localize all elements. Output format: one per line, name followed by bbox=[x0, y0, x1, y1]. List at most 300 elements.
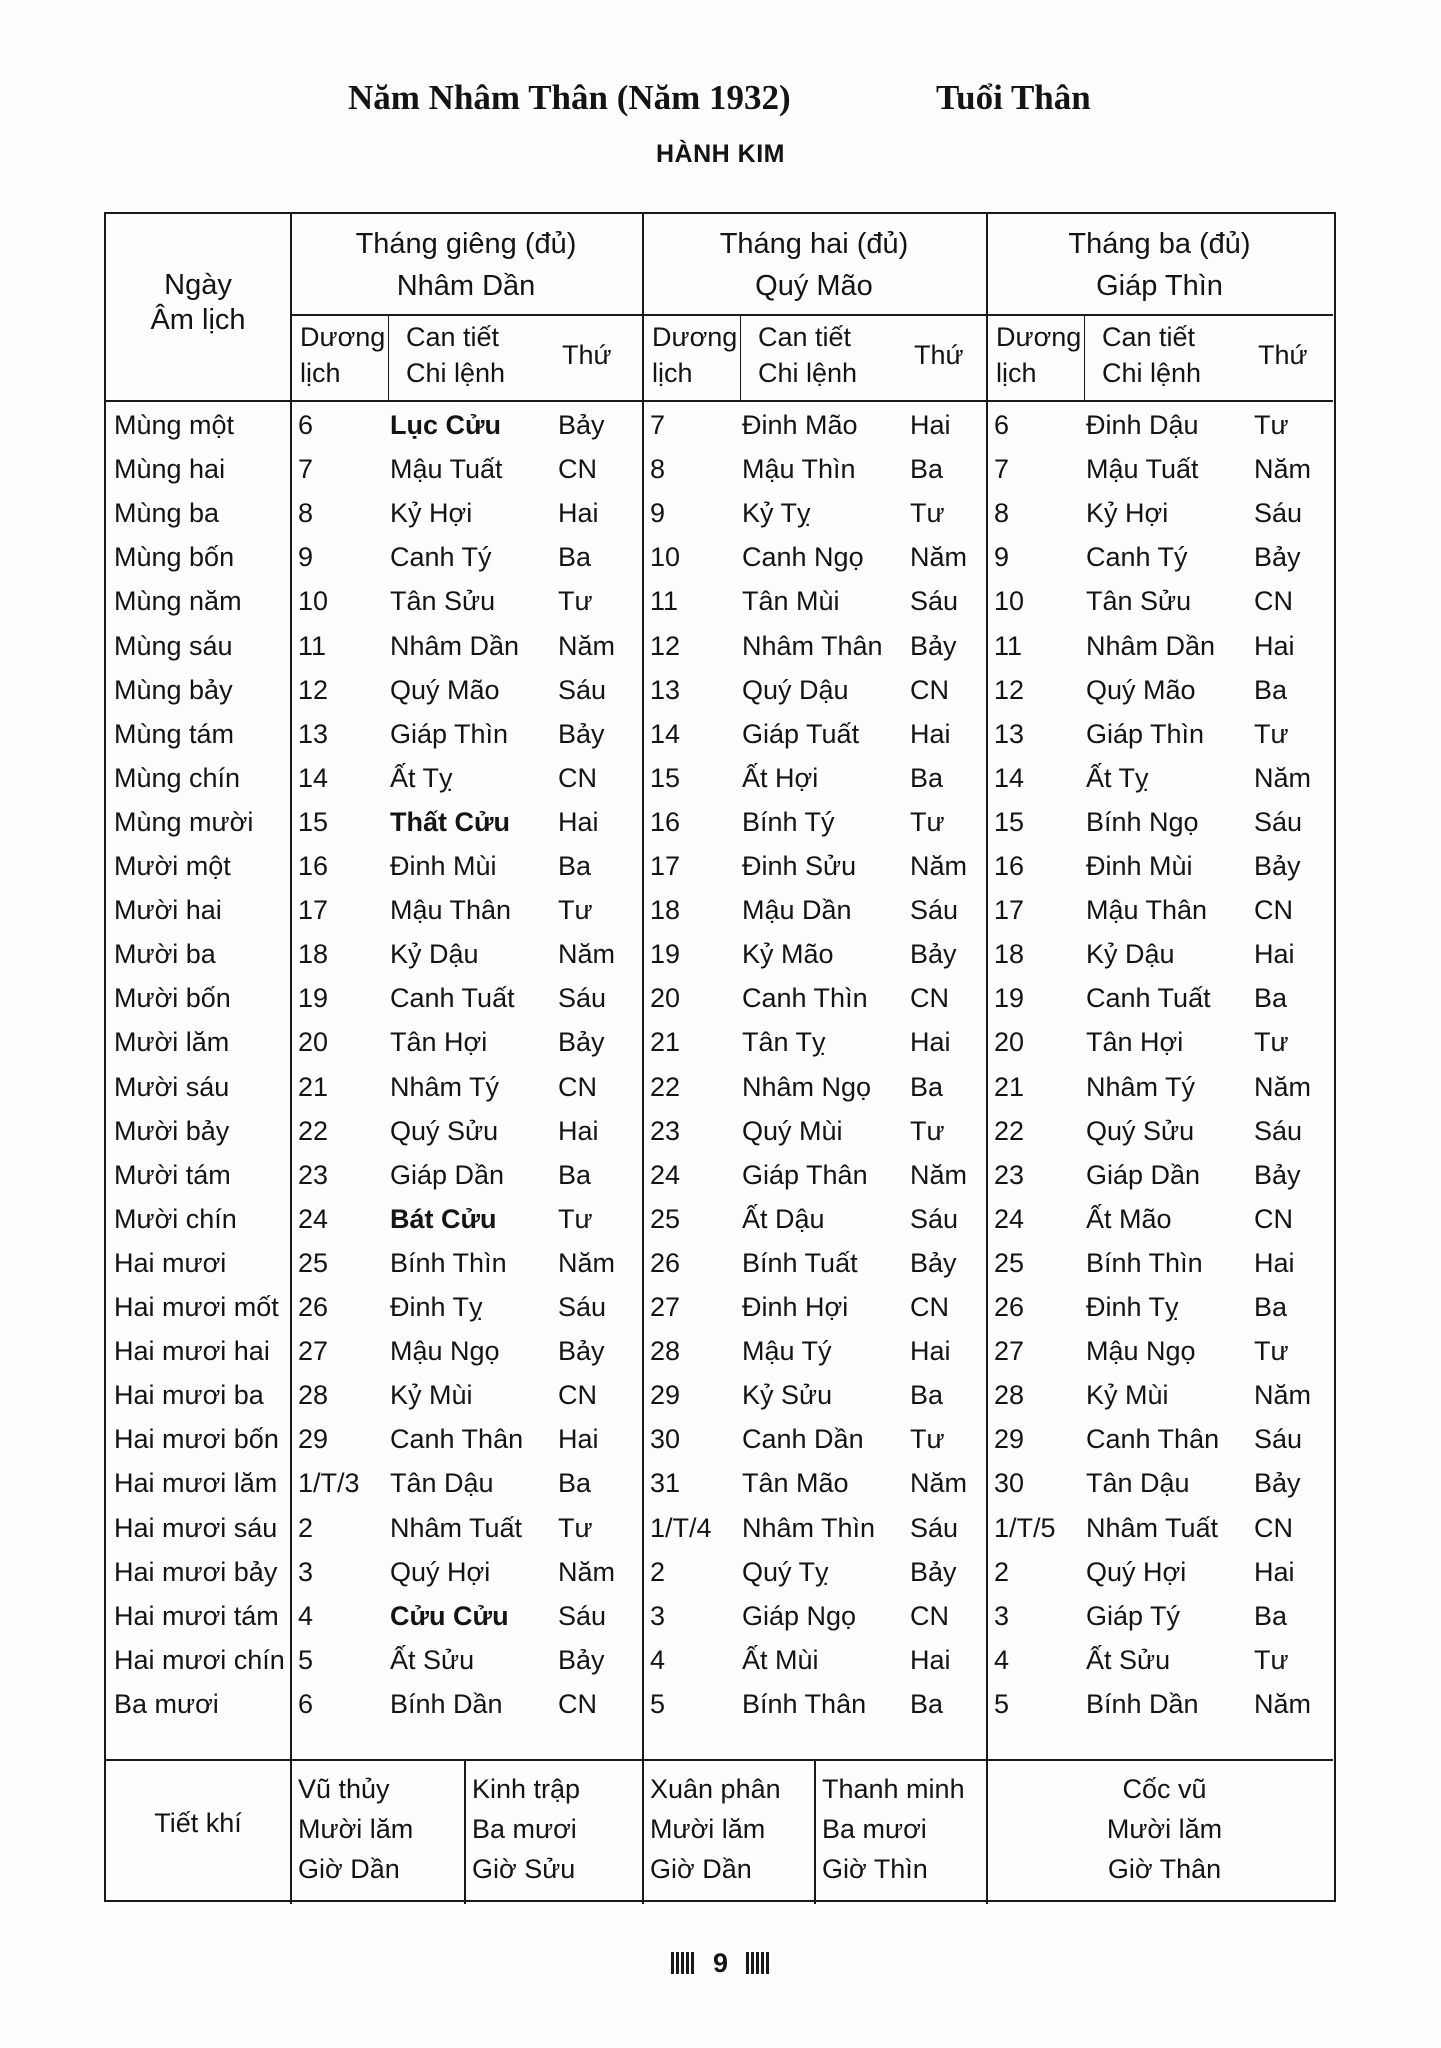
row-duong-lich: 15 bbox=[994, 806, 1025, 837]
row-duong-lich: 9 bbox=[650, 498, 666, 529]
row-can-chi: Nhâm Thân bbox=[742, 630, 883, 661]
row-can-chi: Kỷ Mão bbox=[742, 939, 834, 970]
tiet-khi-divider bbox=[642, 1759, 644, 1904]
row-duong-lich: 6 bbox=[994, 410, 1010, 440]
row-thu: Năm bbox=[910, 1468, 968, 1499]
row-can-chi: Tân Mùi bbox=[742, 586, 840, 617]
row-can-chi: Bính Dần bbox=[1086, 1688, 1199, 1719]
row-can-chi: Kỷ Hợi bbox=[1086, 498, 1169, 529]
row-duong-lich: 23 bbox=[994, 1159, 1025, 1190]
row-duong-lich: 1/T/5 bbox=[994, 1512, 1056, 1543]
tiet-khi-divider bbox=[814, 1759, 816, 1904]
row-thu: Năm bbox=[1254, 454, 1312, 485]
row-thu: Ba bbox=[558, 851, 592, 881]
thu-label: Thứ bbox=[562, 340, 612, 370]
row-duong-lich: 21 bbox=[650, 1027, 681, 1058]
row-duong-lich: 20 bbox=[994, 1027, 1025, 1058]
row-duong-lich: 26 bbox=[298, 1292, 329, 1322]
row-duong-lich: 10 bbox=[298, 586, 329, 617]
row-thu: Ba bbox=[910, 1071, 944, 1102]
row-day-label: Mười sáu bbox=[114, 1071, 230, 1102]
thu-label: Thứ bbox=[914, 340, 964, 370]
row-thu: CN bbox=[558, 454, 597, 485]
row-can-chi: Canh Tý bbox=[390, 542, 492, 573]
row-duong-lich: 22 bbox=[994, 1115, 1025, 1146]
row-can-chi: Bính Thìn bbox=[390, 1247, 507, 1278]
row-can-chi: Đinh Mùi bbox=[1086, 851, 1193, 881]
row-can-chi: Ất Tỵ bbox=[390, 762, 453, 793]
row-day-label: Hai mươi chín bbox=[114, 1644, 285, 1675]
row-day-label: Hai mươi lăm bbox=[114, 1468, 278, 1499]
row-day-label: Hai mươi bảy bbox=[114, 1556, 278, 1587]
row-duong-lich: 10 bbox=[650, 542, 681, 573]
row-day-label: Hai mươi sáu bbox=[114, 1512, 278, 1543]
row-thu: Ba bbox=[910, 1380, 944, 1411]
row-can-chi: Canh Dần bbox=[742, 1424, 864, 1455]
tiet-khi-text: Vũ thủy bbox=[298, 1774, 390, 1804]
row-duong-lich: 20 bbox=[298, 1027, 329, 1058]
row-can-chi: Canh Tuất bbox=[390, 983, 515, 1014]
row-duong-lich: 16 bbox=[650, 806, 681, 837]
can-tiet-label-2: Chi lệnh bbox=[1102, 358, 1202, 388]
row-can-chi: Bính Tý bbox=[742, 806, 835, 837]
row-day-label: Hai mươi mốt bbox=[114, 1292, 279, 1322]
row-can-chi: Canh Thân bbox=[390, 1424, 524, 1455]
row-thu: Bảy bbox=[910, 939, 957, 970]
page-title: Năm Nhâm Thân (Năm 1932) bbox=[348, 78, 791, 117]
row-duong-lich: 16 bbox=[994, 851, 1025, 881]
row-can-chi: Đinh Sửu bbox=[742, 851, 857, 881]
row-duong-lich: 18 bbox=[994, 939, 1025, 970]
row-day-label: Mùng tám bbox=[114, 718, 235, 749]
tiet-khi-label: Tiết khí bbox=[154, 1808, 242, 1838]
row-can-chi: Ất Hợi bbox=[742, 762, 819, 793]
row-thu: Tư bbox=[558, 1203, 593, 1234]
row-day-label: Mười hai bbox=[114, 895, 222, 926]
row-duong-lich: 30 bbox=[650, 1424, 681, 1455]
row-can-chi: Canh Thìn bbox=[742, 983, 868, 1014]
row-can-chi: Mậu Ngọ bbox=[390, 1336, 500, 1367]
row-can-chi: Tân Dậu bbox=[390, 1468, 494, 1499]
row-can-chi: Giáp Dần bbox=[390, 1159, 505, 1190]
row-duong-lich: 7 bbox=[298, 454, 314, 485]
row-thu: Hai bbox=[1254, 1556, 1295, 1587]
row-day-label: Mùng bảy bbox=[114, 674, 233, 705]
row-thu: Năm bbox=[558, 1247, 616, 1278]
row-duong-lich: 1/T/4 bbox=[650, 1512, 712, 1543]
row-duong-lich: 4 bbox=[650, 1644, 666, 1675]
day-header-line2: Âm lịch bbox=[150, 304, 246, 336]
sub-header-divider bbox=[1084, 314, 1085, 400]
row-thu: Năm bbox=[1254, 1688, 1312, 1719]
row-day-label: Hai mươi bốn bbox=[114, 1424, 279, 1455]
row-duong-lich: 21 bbox=[994, 1071, 1025, 1102]
row-thu: Ba bbox=[558, 542, 592, 573]
row-thu: CN bbox=[1254, 1512, 1293, 1543]
duong-lich-label-2: lịch bbox=[300, 358, 341, 388]
row-thu: Ba bbox=[1254, 674, 1288, 705]
row-duong-lich: 29 bbox=[994, 1424, 1025, 1455]
row-can-chi: Quý Mùi bbox=[742, 1115, 843, 1146]
row-day-label: Mười bảy bbox=[114, 1115, 230, 1146]
row-can-chi: Kỷ Sửu bbox=[742, 1380, 833, 1411]
tiet-khi-text: Thanh minh bbox=[822, 1774, 965, 1804]
duong-lich-label-2: lịch bbox=[652, 358, 693, 388]
row-thu: Ba bbox=[1254, 1600, 1288, 1631]
row-can-chi: Ất Tỵ bbox=[1086, 762, 1149, 793]
row-day-label: Hai mươi ba bbox=[114, 1380, 264, 1411]
tiet-khi-text: Ba mươi bbox=[822, 1814, 927, 1844]
row-duong-lich: 8 bbox=[994, 498, 1010, 529]
row-duong-lich: 23 bbox=[298, 1159, 329, 1190]
row-can-chi: Mậu Tuất bbox=[1086, 454, 1199, 485]
day-header-line1: Ngày bbox=[164, 269, 232, 301]
row-thu: Bảy bbox=[910, 630, 957, 661]
row-can-chi: Ất Sửu bbox=[390, 1644, 475, 1675]
row-can-chi: Kỷ Mùi bbox=[1086, 1380, 1169, 1411]
row-can-chi: Ất Dậu bbox=[742, 1203, 825, 1234]
row-thu: Tư bbox=[910, 1115, 945, 1146]
row-duong-lich: 24 bbox=[298, 1203, 329, 1234]
row-duong-lich: 26 bbox=[650, 1247, 681, 1278]
row-thu: CN bbox=[1254, 1203, 1293, 1234]
row-duong-lich: 11 bbox=[650, 586, 679, 617]
row-duong-lich: 9 bbox=[298, 542, 314, 573]
row-thu: CN bbox=[1254, 586, 1293, 617]
row-thu: Ba bbox=[910, 762, 944, 793]
row-can-chi: Tân Dậu bbox=[1086, 1468, 1190, 1499]
row-thu: Ba bbox=[558, 1159, 592, 1190]
duong-lich-label-1: Dương bbox=[652, 322, 738, 352]
row-thu: Hai bbox=[910, 1027, 951, 1058]
row-thu: Tư bbox=[1254, 1336, 1289, 1367]
row-can-chi: Ất Sửu bbox=[1086, 1644, 1171, 1675]
column-divider bbox=[290, 214, 292, 1759]
row-duong-lich: 15 bbox=[650, 762, 681, 793]
row-thu: Hai bbox=[910, 1644, 951, 1675]
row-thu: Bảy bbox=[1254, 1159, 1301, 1190]
row-can-chi: Tân Tỵ bbox=[742, 1027, 826, 1058]
row-duong-lich: 23 bbox=[650, 1115, 681, 1146]
row-duong-lich: 13 bbox=[298, 718, 329, 749]
row-duong-lich: 6 bbox=[298, 410, 314, 440]
row-duong-lich: 2 bbox=[650, 1556, 666, 1587]
row-day-label: Mùng một bbox=[114, 410, 235, 440]
row-duong-lich: 24 bbox=[994, 1203, 1025, 1234]
row-duong-lich: 6 bbox=[298, 1688, 314, 1719]
tiet-khi-text: Giờ Thân bbox=[1107, 1854, 1222, 1884]
row-thu: Hai bbox=[910, 1336, 951, 1367]
row-can-chi: Giáp Tý bbox=[1086, 1600, 1181, 1631]
row-can-chi: Giáp Thìn bbox=[390, 718, 509, 749]
row-duong-lich: 21 bbox=[298, 1071, 329, 1102]
row-thu: CN bbox=[558, 1380, 597, 1411]
row-duong-lich: 27 bbox=[650, 1292, 681, 1322]
tiet-khi-text: Mười lăm bbox=[650, 1814, 766, 1844]
row-day-label: Mùng bốn bbox=[114, 542, 235, 573]
row-can-chi: Giáp Ngọ bbox=[742, 1600, 857, 1631]
row-duong-lich: 26 bbox=[994, 1292, 1025, 1322]
row-can-chi: Mậu Tuất bbox=[390, 454, 503, 485]
tiet-khi-text: Mười lăm bbox=[1106, 1814, 1223, 1844]
row-duong-lich: 28 bbox=[650, 1336, 681, 1367]
row-thu: Tư bbox=[558, 1512, 593, 1543]
row-thu: Bảy bbox=[910, 1247, 957, 1278]
row-thu: Tư bbox=[558, 586, 593, 617]
row-can-chi: Mậu Dần bbox=[742, 895, 852, 926]
row-thu: Bảy bbox=[1254, 542, 1301, 573]
row-can-chi: Mậu Tý bbox=[742, 1336, 832, 1367]
zodiac-title: Tuổi Thân bbox=[936, 78, 1091, 117]
can-tiet-label-1: Can tiết bbox=[758, 322, 852, 352]
row-can-chi: Giáp Dần bbox=[1086, 1159, 1201, 1190]
tiet-khi-text: Cốc vũ bbox=[1122, 1774, 1207, 1804]
row-thu: Sáu bbox=[558, 1292, 607, 1322]
row-day-label: Mười một bbox=[114, 851, 231, 881]
row-day-label: Mùng năm bbox=[114, 586, 242, 617]
row-can-chi: Ất Mùi bbox=[742, 1644, 819, 1675]
row-can-chi: Canh Tý bbox=[1086, 542, 1188, 573]
title-row bbox=[0, 78, 1441, 128]
month-canchi: Giáp Thìn bbox=[1096, 270, 1223, 302]
row-duong-lich: 11 bbox=[298, 630, 327, 661]
row-thu: Sáu bbox=[1254, 1115, 1303, 1146]
row-duong-lich: 19 bbox=[650, 939, 681, 970]
row-can-chi: Đinh Dậu bbox=[1086, 410, 1199, 440]
row-can-chi: Quý Dậu bbox=[742, 674, 849, 705]
row-duong-lich: 3 bbox=[298, 1556, 314, 1587]
tiet-khi-divider bbox=[290, 1759, 292, 1904]
row-thu: Tư bbox=[910, 1424, 945, 1455]
row-thu: Ba bbox=[910, 1688, 944, 1719]
row-day-label: Ba mươi bbox=[114, 1688, 219, 1719]
page-footer bbox=[0, 1948, 1441, 1979]
header-bottom-line bbox=[106, 400, 1333, 402]
row-thu: Sáu bbox=[1254, 1424, 1303, 1455]
month-name: Tháng giêng (đủ) bbox=[355, 228, 577, 260]
row-duong-lich: 15 bbox=[298, 806, 329, 837]
row-can-chi: Đinh Hợi bbox=[742, 1292, 849, 1322]
row-duong-lich: 27 bbox=[994, 1336, 1025, 1367]
row-day-label: Mùng hai bbox=[114, 454, 226, 485]
row-duong-lich: 14 bbox=[298, 762, 329, 793]
row-thu: Năm bbox=[910, 1159, 968, 1190]
tiet-khi-text: Giờ Dần bbox=[298, 1854, 400, 1884]
row-thu: Năm bbox=[1254, 762, 1312, 793]
row-thu: Hai bbox=[558, 498, 599, 529]
row-can-chi: Nhâm Dần bbox=[1086, 630, 1216, 661]
row-thu: Hai bbox=[1254, 939, 1295, 970]
row-day-label: Mười lăm bbox=[114, 1027, 230, 1058]
row-duong-lich: 20 bbox=[650, 983, 681, 1014]
row-day-label: Hai mươi bbox=[114, 1247, 227, 1278]
row-duong-lich: 17 bbox=[994, 895, 1025, 926]
tiet-khi-text: Mười lăm bbox=[298, 1814, 414, 1844]
row-thu: Ba bbox=[910, 454, 944, 485]
row-duong-lich: 10 bbox=[994, 586, 1025, 617]
right-ornament-icon bbox=[746, 1952, 770, 1974]
row-can-chi: Quý Mão bbox=[390, 674, 500, 705]
row-duong-lich: 12 bbox=[298, 674, 329, 705]
row-can-chi: Tân Mão bbox=[742, 1468, 849, 1499]
row-can-chi: Quý Hợi bbox=[1086, 1556, 1187, 1587]
row-duong-lich: 18 bbox=[298, 939, 329, 970]
row-thu: Hai bbox=[558, 806, 599, 837]
row-can-chi: Quý Sửu bbox=[390, 1115, 499, 1146]
row-thu: Năm bbox=[1254, 1071, 1312, 1102]
row-can-chi: Mậu Ngọ bbox=[1086, 1336, 1196, 1367]
row-duong-lich: 25 bbox=[650, 1203, 681, 1234]
sub-header-divider bbox=[388, 314, 389, 400]
calendar-table bbox=[104, 212, 1336, 1902]
row-can-chi: Giáp Tuất bbox=[742, 718, 860, 749]
row-can-chi: Mậu Thân bbox=[390, 895, 512, 926]
row-can-chi: Đinh Tỵ bbox=[1086, 1292, 1179, 1322]
tiet-khi-text: Kinh trập bbox=[472, 1774, 581, 1804]
row-can-chi: Canh Ngọ bbox=[742, 542, 864, 573]
row-duong-lich: 9 bbox=[994, 542, 1010, 573]
tiet-khi-text: Xuân phân bbox=[650, 1774, 781, 1804]
row-duong-lich: 14 bbox=[994, 762, 1025, 793]
row-thu: Hai bbox=[1254, 1247, 1295, 1278]
duong-lich-label-1: Dương bbox=[300, 322, 386, 352]
row-thu: Bảy bbox=[558, 1027, 605, 1058]
row-duong-lich: 8 bbox=[650, 454, 666, 485]
row-duong-lich: 19 bbox=[994, 983, 1025, 1014]
row-can-chi: Quý Hợi bbox=[390, 1556, 491, 1587]
row-day-label: Mười bốn bbox=[114, 983, 231, 1014]
row-thu: Năm bbox=[1254, 1380, 1312, 1411]
column-divider bbox=[986, 214, 988, 1759]
row-can-chi: Bính Ngọ bbox=[1086, 806, 1199, 837]
row-can-chi: Canh Tuất bbox=[1086, 983, 1211, 1014]
element-subtitle: HÀNH KIM bbox=[656, 140, 785, 168]
row-thu: Hai bbox=[1254, 630, 1295, 661]
row-thu: Bảy bbox=[558, 1336, 605, 1367]
row-can-chi: Bính Thìn bbox=[1086, 1247, 1203, 1278]
row-duong-lich: 5 bbox=[650, 1688, 666, 1719]
row-thu: CN bbox=[558, 762, 597, 793]
row-duong-lich: 3 bbox=[650, 1600, 666, 1631]
row-thu: Tư bbox=[1254, 410, 1289, 440]
row-duong-lich: 11 bbox=[994, 630, 1023, 661]
row-can-chi: Quý Tỵ bbox=[742, 1556, 829, 1587]
row-duong-lich: 29 bbox=[298, 1424, 329, 1455]
row-day-label: Mùng sáu bbox=[114, 630, 233, 661]
row-day-label: Mùng chín bbox=[114, 762, 241, 793]
row-can-chi: Kỷ Dậu bbox=[1086, 939, 1175, 970]
row-can-chi: Kỷ Dậu bbox=[390, 939, 479, 970]
row-can-chi: Nhâm Tuất bbox=[1086, 1512, 1219, 1543]
row-can-chi: Đinh Mão bbox=[742, 410, 858, 440]
row-can-chi: Bính Dần bbox=[390, 1688, 503, 1719]
row-can-chi: Mậu Thìn bbox=[742, 454, 856, 485]
row-can-chi: Mậu Thân bbox=[1086, 895, 1208, 926]
row-can-chi: Nhâm Tý bbox=[1086, 1071, 1196, 1102]
left-ornament-icon bbox=[671, 1952, 695, 1974]
row-duong-lich: 18 bbox=[650, 895, 681, 926]
row-thu: Hai bbox=[558, 1115, 599, 1146]
row-can-chi: Tân Sửu bbox=[1086, 586, 1192, 617]
row-duong-lich: 1/T/3 bbox=[298, 1468, 360, 1499]
row-duong-lich: 22 bbox=[298, 1115, 329, 1146]
row-day-label: Mùng ba bbox=[114, 498, 220, 529]
row-thu: CN bbox=[558, 1688, 597, 1719]
row-thu: Ba bbox=[1254, 1292, 1288, 1322]
row-duong-lich: 19 bbox=[298, 983, 329, 1014]
row-can-chi: Tân Hợi bbox=[390, 1027, 488, 1058]
row-thu: Bảy bbox=[558, 1644, 605, 1675]
row-can-chi: Kỷ Mùi bbox=[390, 1380, 473, 1411]
row-thu: CN bbox=[1254, 895, 1293, 926]
row-thu: Năm bbox=[558, 630, 616, 661]
can-tiet-label-2: Chi lệnh bbox=[406, 358, 506, 388]
row-thu: Tư bbox=[1254, 718, 1289, 749]
row-duong-lich: 12 bbox=[650, 630, 681, 661]
can-tiet-label-1: Can tiết bbox=[406, 322, 500, 352]
row-duong-lich: 28 bbox=[298, 1380, 329, 1411]
row-duong-lich: 17 bbox=[298, 895, 329, 926]
row-thu: CN bbox=[910, 1292, 949, 1322]
row-duong-lich: 24 bbox=[650, 1159, 681, 1190]
month-name: Tháng hai (đủ) bbox=[719, 228, 909, 260]
row-thu: Tư bbox=[1254, 1644, 1289, 1675]
row-can-chi: Nhâm Tý bbox=[390, 1071, 500, 1102]
row-duong-lich: 25 bbox=[298, 1247, 329, 1278]
row-thu: Sáu bbox=[910, 1203, 959, 1234]
month-name: Tháng ba (đủ) bbox=[1068, 228, 1251, 260]
row-can-chi: Kỷ Hợi bbox=[390, 498, 473, 529]
row-duong-lich: 2 bbox=[298, 1512, 314, 1543]
tiet-khi-text: Giờ Sửu bbox=[472, 1854, 576, 1884]
thu-label: Thứ bbox=[1258, 340, 1308, 370]
row-can-chi: Giáp Thìn bbox=[1086, 718, 1205, 749]
row-duong-lich: 16 bbox=[298, 851, 329, 881]
column-divider bbox=[642, 214, 644, 1759]
row-duong-lich: 4 bbox=[994, 1644, 1010, 1675]
row-thu: Sáu bbox=[558, 674, 607, 705]
row-duong-lich: 29 bbox=[650, 1380, 681, 1411]
duong-lich-label-1: Dương bbox=[996, 322, 1082, 352]
row-day-label: Mùng mười bbox=[114, 806, 254, 837]
can-tiet-label-2: Chi lệnh bbox=[758, 358, 858, 388]
row-thu: Năm bbox=[558, 1556, 616, 1587]
tiet-khi-divider bbox=[464, 1759, 466, 1904]
row-duong-lich: 30 bbox=[994, 1468, 1025, 1499]
row-can-chi: Canh Thân bbox=[1086, 1424, 1220, 1455]
row-thu: Sáu bbox=[910, 586, 959, 617]
row-day-label: Mười tám bbox=[114, 1159, 231, 1190]
tiet-khi-text: Giờ Thìn bbox=[822, 1854, 928, 1884]
row-thu: Sáu bbox=[558, 1600, 607, 1631]
row-thu: Tư bbox=[558, 895, 593, 926]
tiet-khi-text: Ba mươi bbox=[472, 1814, 577, 1844]
row-duong-lich: 12 bbox=[994, 674, 1025, 705]
row-duong-lich: 27 bbox=[298, 1336, 329, 1367]
month-canchi: Quý Mão bbox=[755, 270, 873, 302]
can-tiet-label-1: Can tiết bbox=[1102, 322, 1196, 352]
row-thu: Ba bbox=[558, 1468, 592, 1499]
month-canchi: Nhâm Dần bbox=[396, 270, 536, 302]
row-thu: Năm bbox=[910, 851, 968, 881]
row-day-label: Mười chín bbox=[114, 1203, 237, 1234]
row-thu: Bảy bbox=[558, 410, 605, 440]
row-thu: Năm bbox=[558, 939, 616, 970]
row-duong-lich: 5 bbox=[298, 1644, 314, 1675]
row-duong-lich: 4 bbox=[298, 1600, 314, 1631]
row-can-chi: Giáp Thân bbox=[742, 1159, 868, 1190]
row-can-chi: Bính Thân bbox=[742, 1688, 867, 1719]
